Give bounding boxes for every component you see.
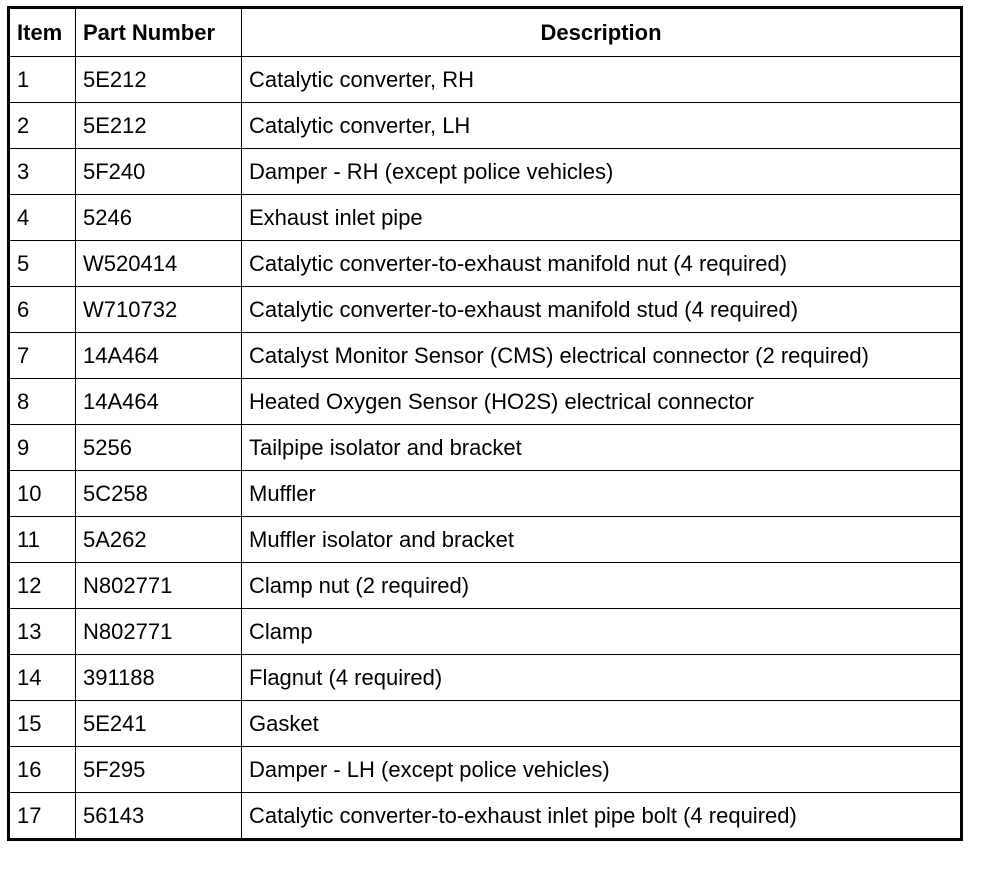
part-number-cell: 14A464 bbox=[76, 333, 242, 379]
table-row bbox=[9, 333, 962, 379]
header-row bbox=[9, 8, 962, 57]
description-cell: Damper - RH (except police vehicles) bbox=[242, 149, 962, 195]
item-cell: 1 bbox=[9, 57, 76, 103]
item-cell: 9 bbox=[9, 425, 76, 471]
description-cell: Clamp nut (2 required) bbox=[242, 563, 962, 609]
item-cell: 8 bbox=[9, 379, 76, 425]
part-number-cell: 5246 bbox=[76, 195, 242, 241]
description-cell: Flagnut (4 required) bbox=[242, 655, 962, 701]
part-number-cell: 5E212 bbox=[76, 57, 242, 103]
description-cell: Catalyst Monitor Sensor (CMS) electrical connector (2 required) bbox=[242, 333, 962, 379]
table-row bbox=[9, 149, 962, 195]
table-row bbox=[9, 425, 962, 471]
part-number-cell: 56143 bbox=[76, 793, 242, 840]
description-cell: Tailpipe isolator and bracket bbox=[242, 425, 962, 471]
table-row bbox=[9, 287, 962, 333]
part-number-cell: 391188 bbox=[76, 655, 242, 701]
table-row bbox=[9, 747, 962, 793]
description-cell: Heated Oxygen Sensor (HO2S) electrical connector bbox=[242, 379, 962, 425]
description-cell: Catalytic converter, RH bbox=[242, 57, 962, 103]
part-number-cell: 5C258 bbox=[76, 471, 242, 517]
description-cell: Catalytic converter-to-exhaust inlet pipe bolt (4 required) bbox=[242, 793, 962, 840]
description-cell: Muffler isolator and bracket bbox=[242, 517, 962, 563]
table-row bbox=[9, 793, 962, 840]
item-cell: 7 bbox=[9, 333, 76, 379]
part-number-cell: 5E212 bbox=[76, 103, 242, 149]
description-cell: Catalytic converter-to-exhaust manifold stud (4 required) bbox=[242, 287, 962, 333]
parts-table bbox=[7, 6, 963, 841]
description-cell: Catalytic converter, LH bbox=[242, 103, 962, 149]
item-cell: 2 bbox=[9, 103, 76, 149]
header-part-number: Part Number bbox=[76, 8, 242, 57]
item-cell: 10 bbox=[9, 471, 76, 517]
item-cell: 5 bbox=[9, 241, 76, 287]
description-cell: Exhaust inlet pipe bbox=[242, 195, 962, 241]
table-header bbox=[9, 8, 962, 57]
part-number-cell: 5E241 bbox=[76, 701, 242, 747]
header-item: Item bbox=[9, 8, 76, 57]
table-row bbox=[9, 655, 962, 701]
table-row bbox=[9, 195, 962, 241]
part-number-cell: W520414 bbox=[76, 241, 242, 287]
table-row bbox=[9, 471, 962, 517]
description-cell: Clamp bbox=[242, 609, 962, 655]
part-number-cell: 5F240 bbox=[76, 149, 242, 195]
part-number-cell: N802771 bbox=[76, 609, 242, 655]
description-cell: Damper - LH (except police vehicles) bbox=[242, 747, 962, 793]
part-number-cell: 5A262 bbox=[76, 517, 242, 563]
part-number-cell: 14A464 bbox=[76, 379, 242, 425]
part-number-cell: 5256 bbox=[76, 425, 242, 471]
table-row bbox=[9, 57, 962, 103]
description-cell: Gasket bbox=[242, 701, 962, 747]
table-row bbox=[9, 241, 962, 287]
header-description: Description bbox=[242, 8, 962, 57]
part-number-cell: 5F295 bbox=[76, 747, 242, 793]
item-cell: 3 bbox=[9, 149, 76, 195]
table-row bbox=[9, 563, 962, 609]
table-row bbox=[9, 517, 962, 563]
item-cell: 4 bbox=[9, 195, 76, 241]
item-cell: 6 bbox=[9, 287, 76, 333]
item-cell: 11 bbox=[9, 517, 76, 563]
table-row bbox=[9, 103, 962, 149]
item-cell: 13 bbox=[9, 609, 76, 655]
table-row bbox=[9, 609, 962, 655]
table-row bbox=[9, 379, 962, 425]
item-cell: 17 bbox=[9, 793, 76, 840]
item-cell: 14 bbox=[9, 655, 76, 701]
part-number-cell: W710732 bbox=[76, 287, 242, 333]
table-body bbox=[9, 57, 962, 840]
item-cell: 15 bbox=[9, 701, 76, 747]
table-row bbox=[9, 701, 962, 747]
item-cell: 12 bbox=[9, 563, 76, 609]
description-cell: Catalytic converter-to-exhaust manifold nut (4 required) bbox=[242, 241, 962, 287]
description-cell: Muffler bbox=[242, 471, 962, 517]
item-cell: 16 bbox=[9, 747, 76, 793]
part-number-cell: N802771 bbox=[76, 563, 242, 609]
